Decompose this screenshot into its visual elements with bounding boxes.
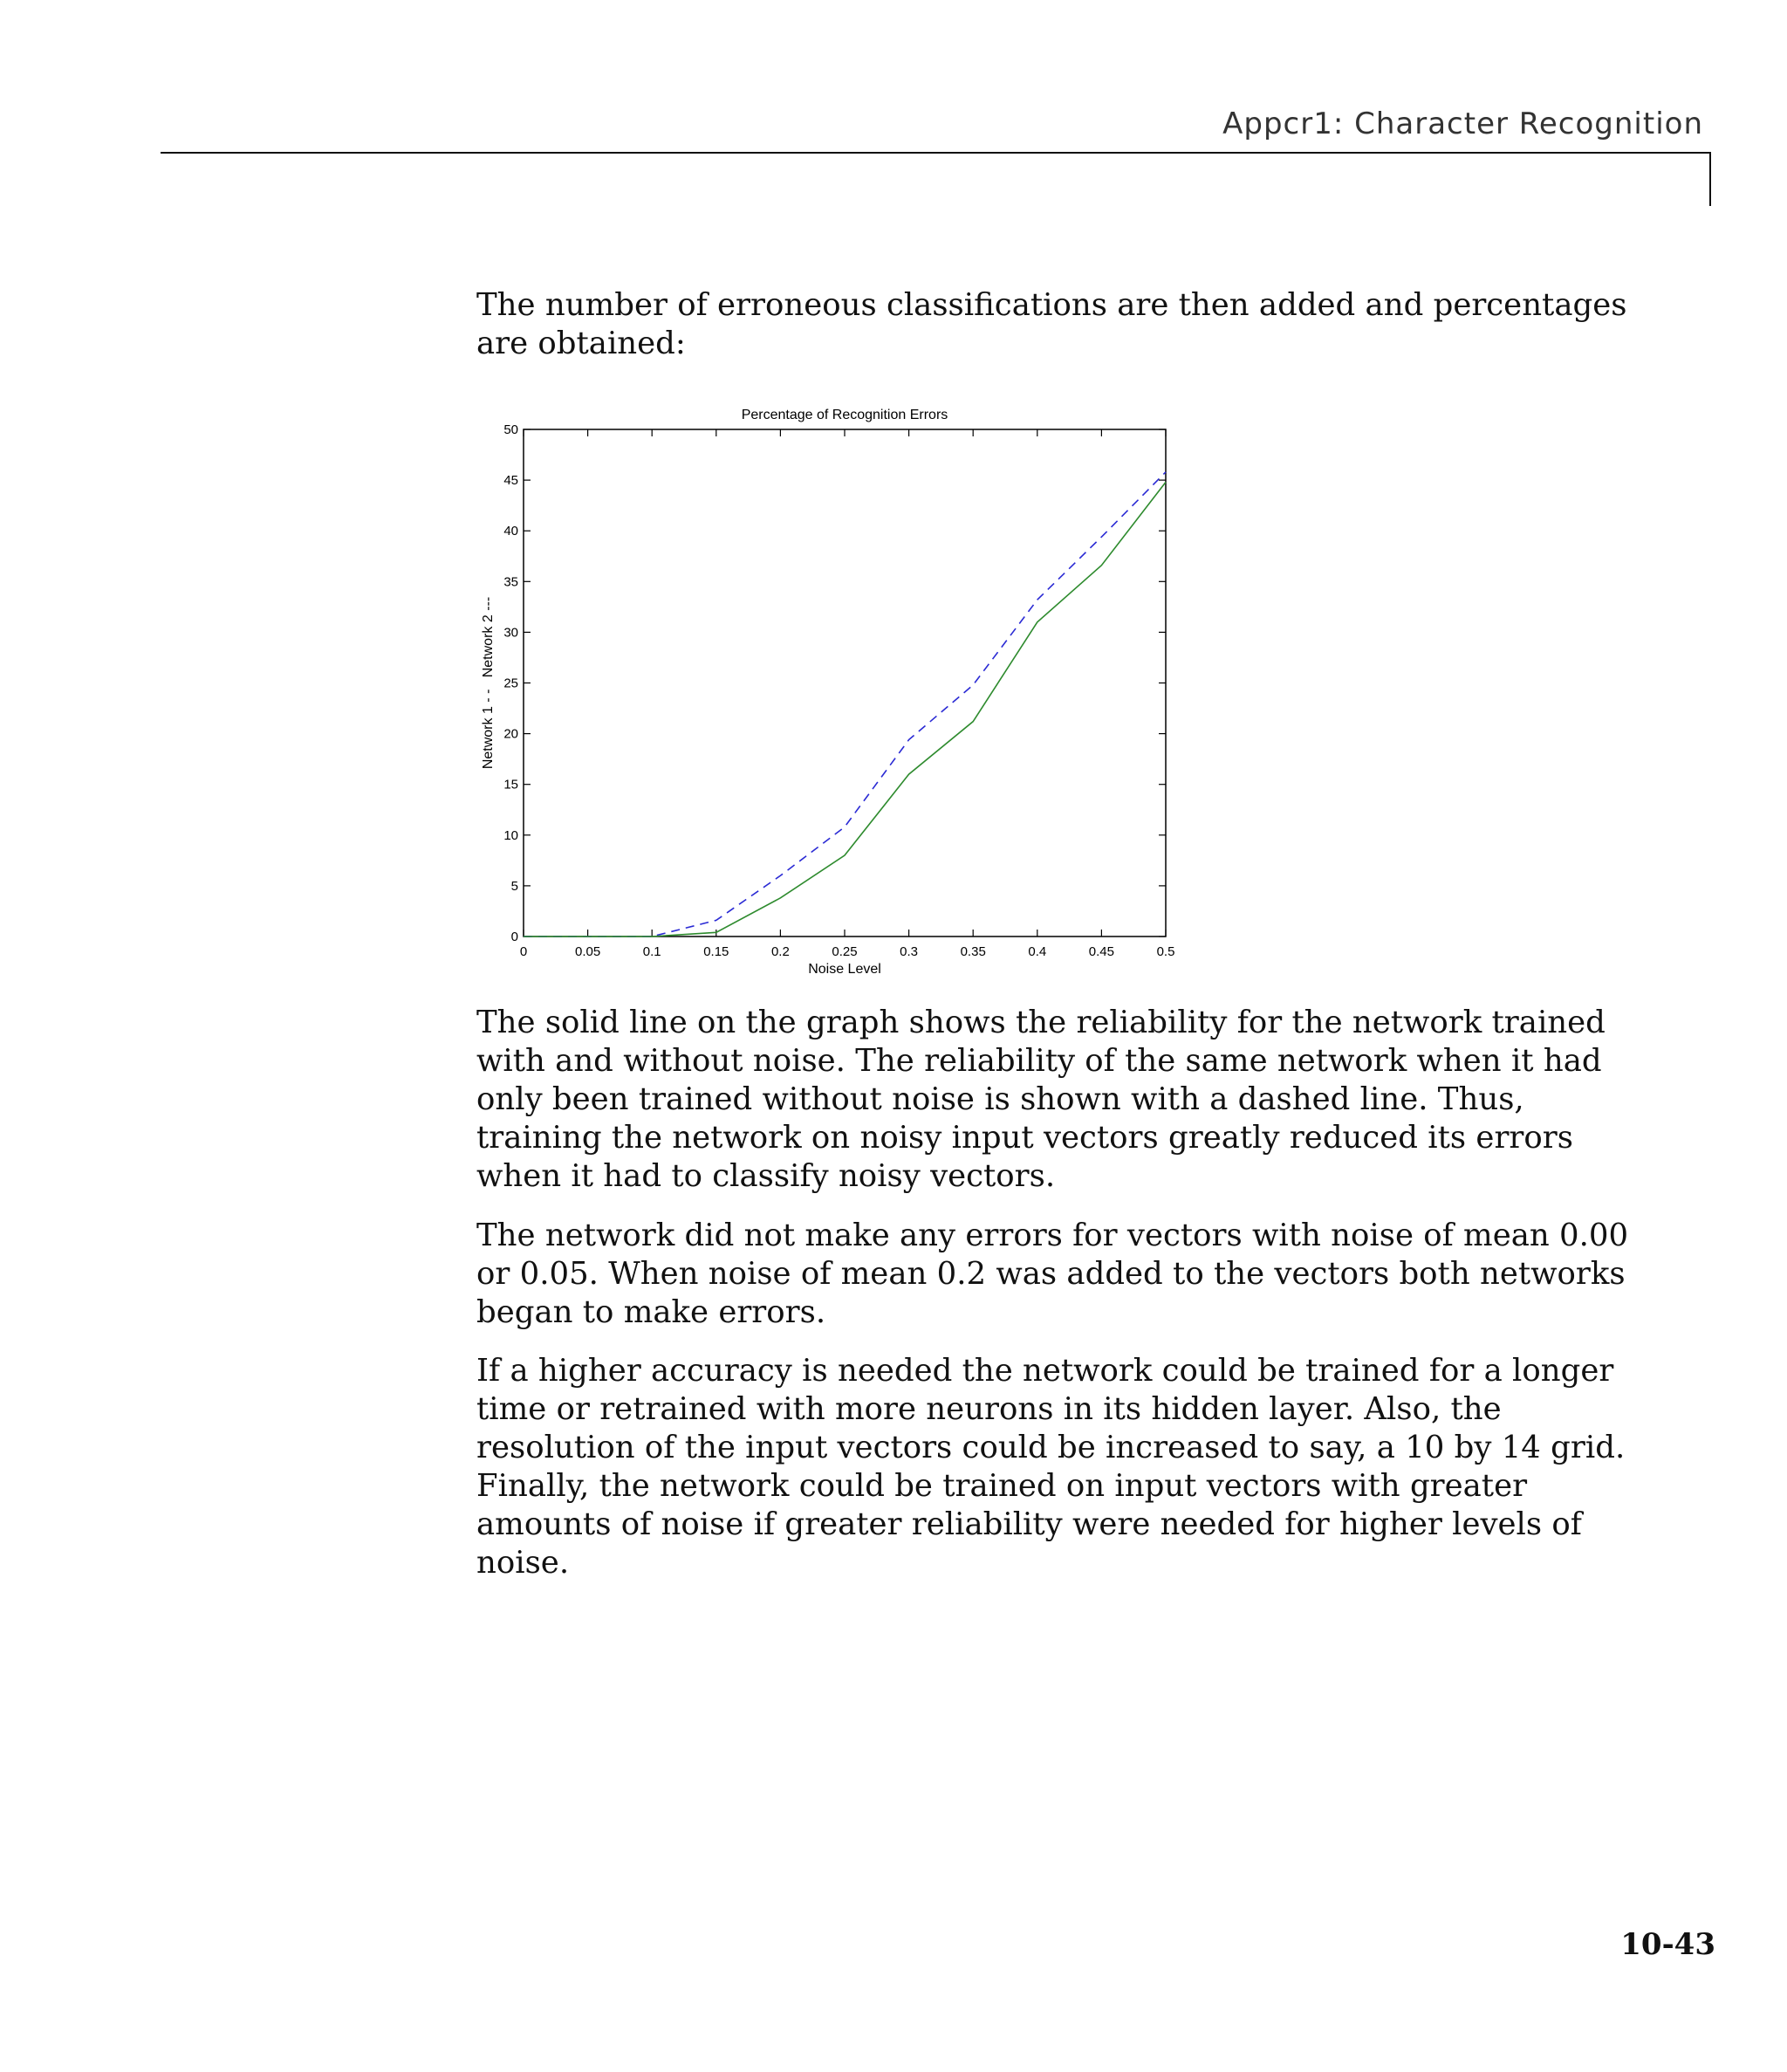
series-line-1 xyxy=(524,472,1166,937)
y-tick-label: 35 xyxy=(503,574,518,590)
x-axis-label: Noise Level xyxy=(808,962,881,977)
header-rule-tick xyxy=(1709,152,1711,206)
x-tick-label: 0.4 xyxy=(1028,944,1047,959)
y-tick-label: 25 xyxy=(503,676,518,691)
running-header-title: Appcr1: Character Recognition xyxy=(1222,106,1703,141)
x-tick-label: 0.15 xyxy=(703,944,729,959)
x-tick-label: 0.45 xyxy=(1088,944,1115,959)
y-tick-label: 45 xyxy=(503,473,518,489)
body-paragraph-2: The network did not make any errors for vectors with noise of mean 0.00 or 0.05. When noise of mean 0.2 was added to the vectors both networks began to make errors. xyxy=(476,1218,1629,1330)
chart-title: Percentage of Recognition Errors xyxy=(741,408,948,422)
x-tick-label: 0.5 xyxy=(1156,944,1175,959)
y-tick-label: 5 xyxy=(510,878,518,894)
y-tick-label: 15 xyxy=(503,777,518,792)
x-tick-label: 0 xyxy=(519,944,528,959)
header-rule xyxy=(161,152,1711,154)
x-tick-label: 0.25 xyxy=(832,944,858,959)
x-tick-label: 0.1 xyxy=(642,944,661,959)
intro-paragraph: The number of erroneous classifications are then added and percentages are obtained: xyxy=(476,287,1627,361)
x-tick-label: 0.35 xyxy=(960,944,986,959)
x-tick-label: 0.3 xyxy=(900,944,919,959)
series-line-2 xyxy=(524,482,1166,937)
y-tick-label: 40 xyxy=(503,524,518,539)
y-tick-label: 20 xyxy=(503,726,518,742)
body-paragraph-1: The solid line on the graph shows the reliability for the network trained with and without noise. The reliability of the same network when it had only been trained without noise is shown with a dashed line. Thus, training the network on noisy input vectors greatly reduced its errors when it had to classify noisy vectors. xyxy=(476,1005,1606,1194)
y-tick-label: 30 xyxy=(503,625,518,641)
recognition-errors-chart xyxy=(471,397,1187,991)
x-tick-label: 0.2 xyxy=(770,944,790,959)
body-paragraph-3: If a higher accuracy is needed the network could be trained for a longer time or retrained with more neurons in its hidden layer. Also, the resolution of the input vectors could be increased to say, a 10 by 14 grid. Finally, the network could be trained on input vectors with greater amounts of noise if greater reliability were needed for higher levels of noise. xyxy=(476,1353,1626,1581)
y-tick-label: 10 xyxy=(503,827,518,843)
y-tick-label: 0 xyxy=(510,930,518,944)
y-tick-label: 50 xyxy=(503,422,518,437)
page-number: 10-43 xyxy=(1620,1927,1715,1962)
x-tick-label: 0.05 xyxy=(574,944,601,959)
y-axis-label: Network 1 - - Network 2 --- xyxy=(481,596,496,770)
chart-svg xyxy=(471,397,1187,991)
plot-frame xyxy=(524,429,1166,937)
